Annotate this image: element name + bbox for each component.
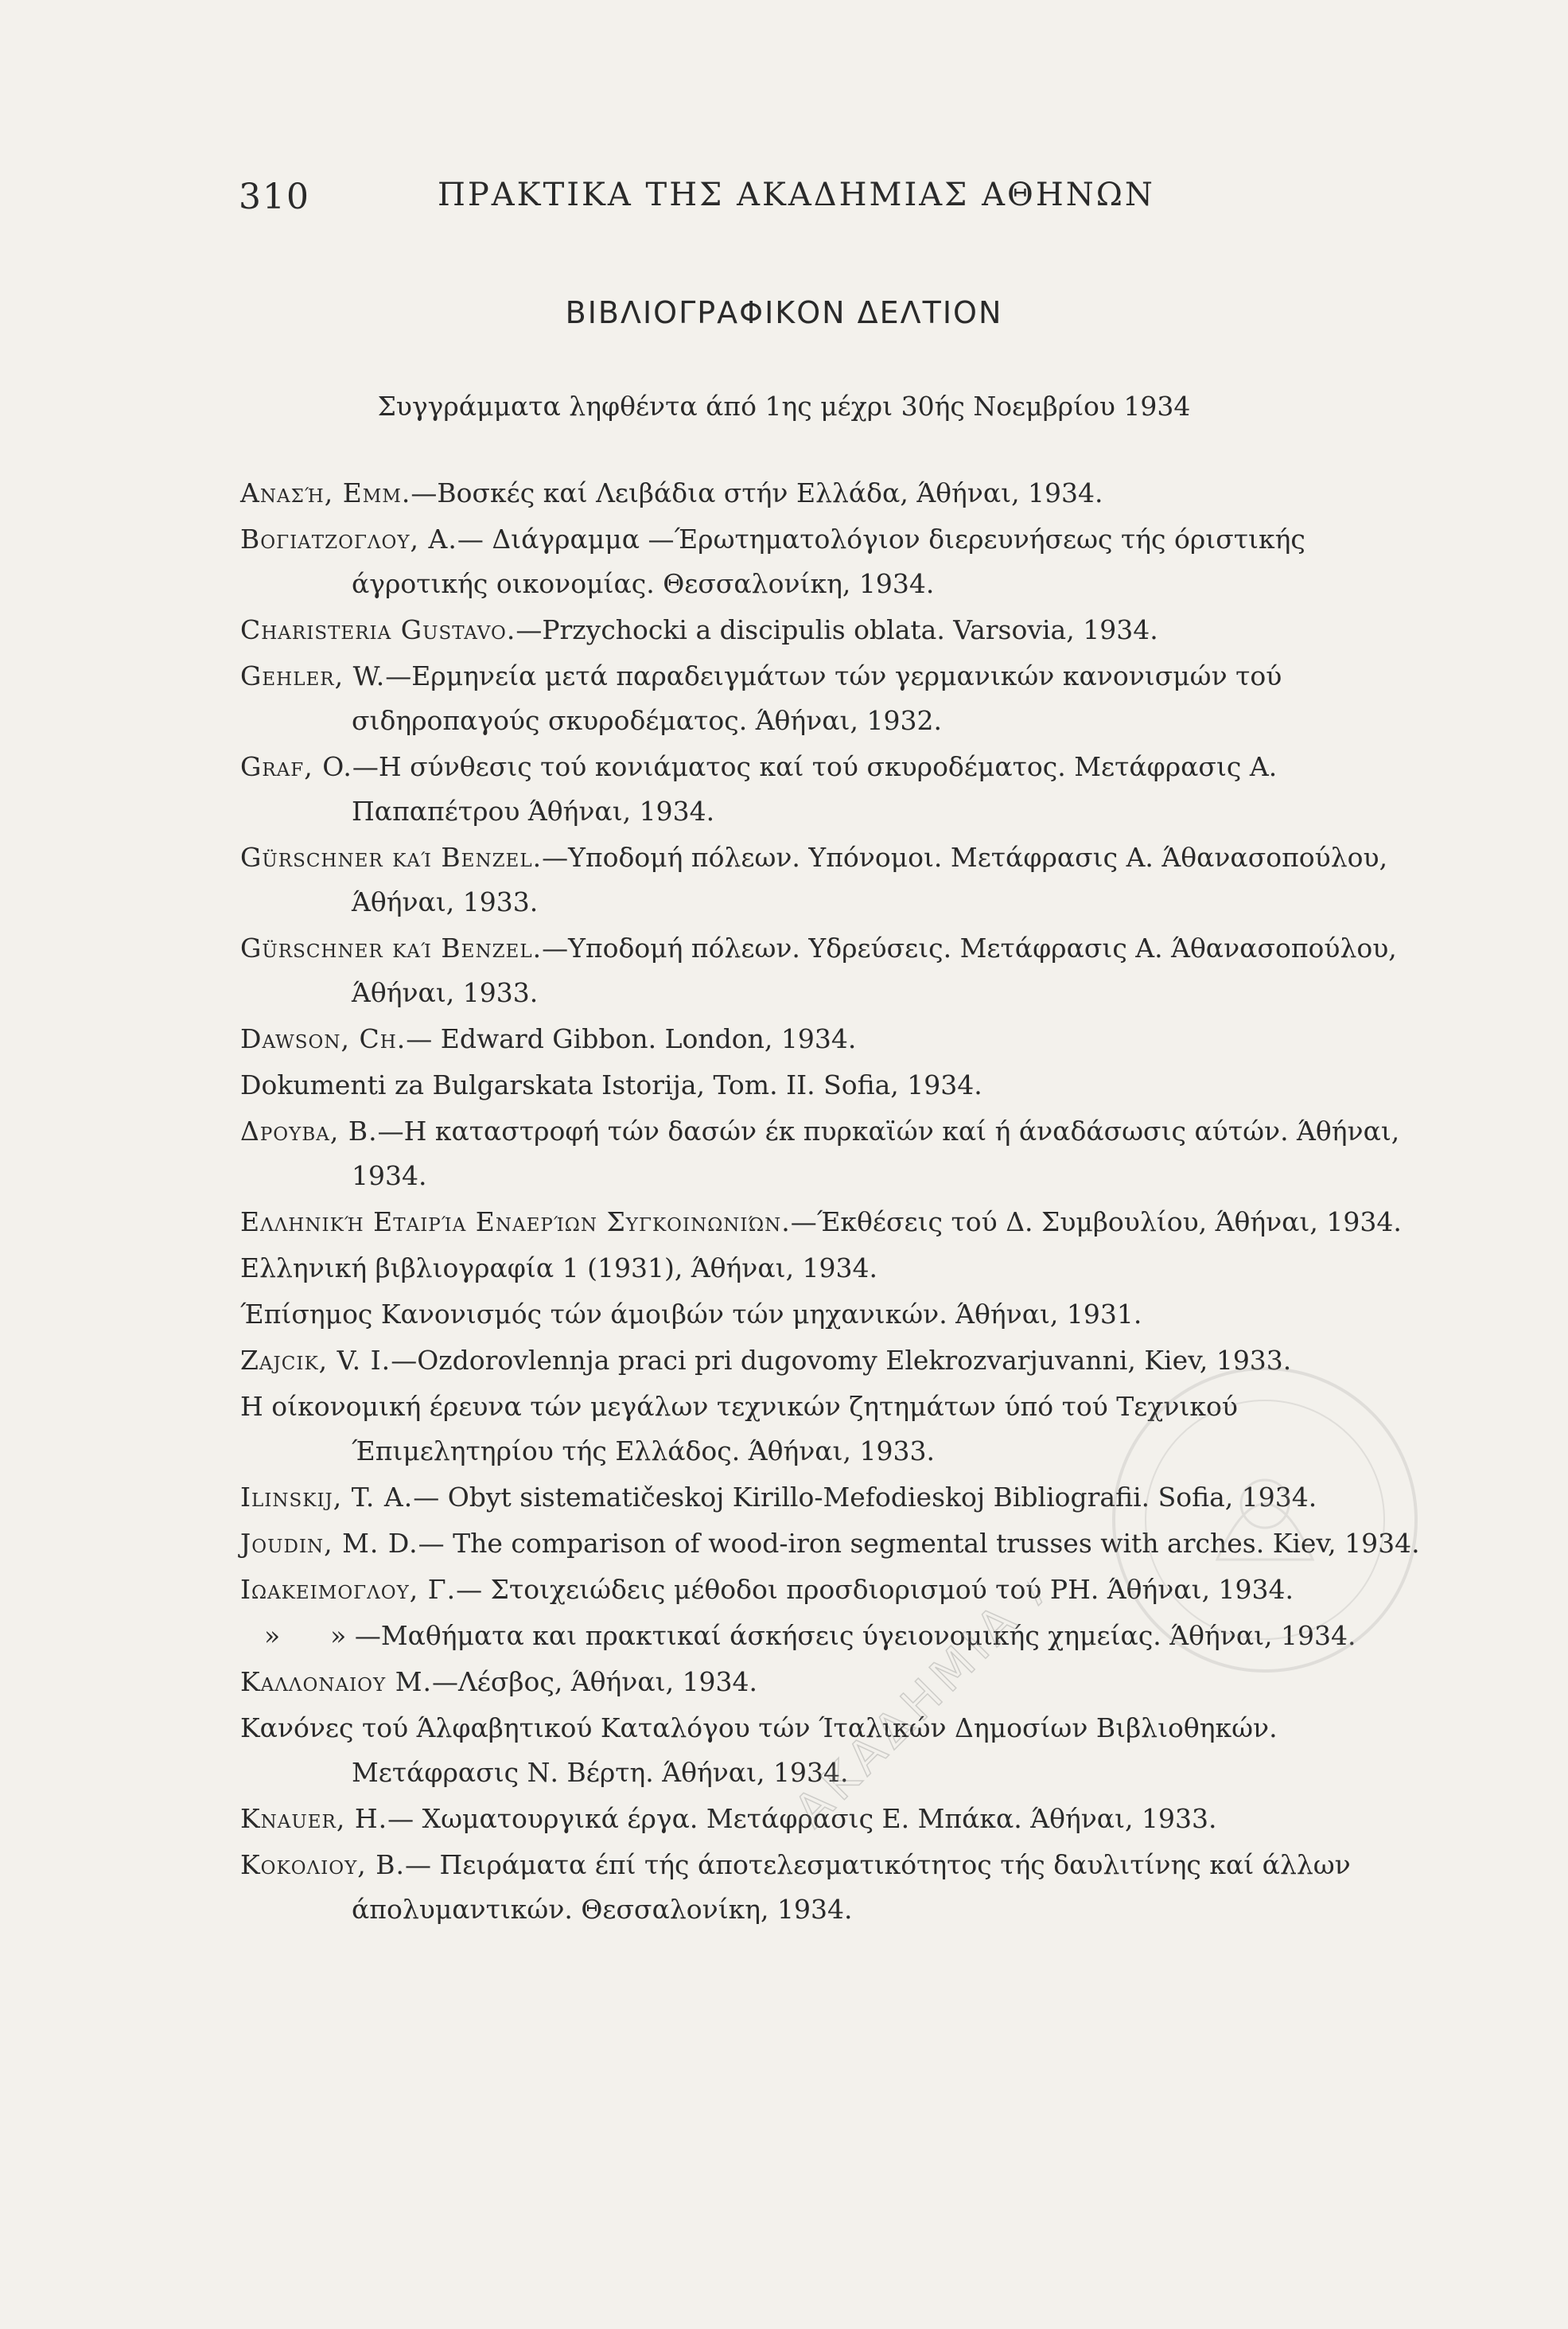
bibliography-entry xyxy=(240,1063,1434,1108)
academy-seal-watermark xyxy=(1098,1353,1432,1687)
bibliography-entry xyxy=(240,1843,1434,1932)
bibliography-entry xyxy=(240,1109,1434,1198)
entry-text: —Przychocki a discipulis oblata. Varsovia, 1934. xyxy=(516,614,1158,645)
entry-text: —Η καταστροφή τών δασών έκ πυρκαϊών καί ή άναδάσωσις αύτών. Άθήναι, 1934. xyxy=(352,1116,1400,1191)
ditto-mark: » xyxy=(264,1620,281,1651)
bibliography-entry xyxy=(240,745,1434,834)
entry-author: Zajcik, V. I. xyxy=(240,1345,391,1376)
bibliography-entry xyxy=(240,926,1434,1015)
bibliography-entry xyxy=(240,1246,1434,1291)
bibliography-entry xyxy=(240,835,1434,925)
entry-text: —Ερμηνεία μετά παραδειγμάτων τών γερμανικών κανονισμών τού σιδηροπαγούς σκυροδέματος. Άθήναι, 1932. xyxy=(352,660,1282,736)
entry-author: Gürschner καί Benzel. xyxy=(240,933,543,964)
section-title: ΒΙΒΛΙΟΓΡΑΦΙΚΟΝ ΔΕΛΤΙΟΝ xyxy=(565,295,1003,330)
page-number: 310 xyxy=(239,177,310,217)
entry-author: Gürschner καί Benzel. xyxy=(240,842,543,873)
entry-text: — Πειράματα έπί τής άποτελεσματικότητος τής δαυλιτίνης καί άλλων άπολυμαντικών. Θεσσαλονίκη, 1934. xyxy=(352,1849,1351,1925)
entry-author: Ιωακειμογλου, Γ. xyxy=(240,1574,457,1605)
bibliography-entry xyxy=(240,1200,1434,1244)
entry-text: Dokumenti za Bulgarskata Istorija, Tom. II. Sofia, 1934. xyxy=(240,1069,982,1100)
bibliography-entry xyxy=(240,608,1434,652)
entry-author: Δρουβα, Β. xyxy=(240,1116,378,1147)
entry-text: —Λέσβος, Άθήναι, 1934. xyxy=(431,1666,758,1697)
entry-text: — The comparison of wood-iron segmental trusses with arches. Kiev, 1934. xyxy=(418,1528,1420,1559)
entry-text: Η οίκονομική έρευνα τών μεγάλων τεχνικών ζητημάτων ύπό τού Τεχνικού Έπιμελητηρίου τής Ελλάδος. Άθήναι, 1933. xyxy=(240,1391,1238,1466)
watermark-text: ΑΚΑΔΗΜΙΑ xyxy=(784,1590,1032,1838)
entry-text: —Ozdorovlennja praci pri dugovomy Elekrozvarjuvanni, Kiev, 1933. xyxy=(391,1345,1292,1376)
entry-text: —Υποδομή πόλεων. Υπόνομοι. Μετάφρασις Α. Άθανασοπούλου, Άθήναι, 1933. xyxy=(352,842,1388,917)
entry-text: — Χωματουργικά έργα. Μετάφρασις Ε. Μπάκα. Άθήναι, 1933. xyxy=(387,1803,1217,1834)
entry-text: Ελληνική βιβλιογραφία 1 (1931), Άθήναι, 1934. xyxy=(240,1252,878,1283)
entry-text: —Υποδομή πόλεων. Υδρεύσεις. Μετάφρασις Α. Άθανασοπούλου, Άθήναι, 1933. xyxy=(352,933,1397,1008)
bibliography-entry xyxy=(240,1017,1434,1061)
entry-author: Knauer, H. xyxy=(240,1803,388,1834)
entry-author: Ilinskij, T. A. xyxy=(240,1482,414,1513)
section-subtitle: Συγγράμματα ληφθέντα άπό 1ης μέχρι 30ής Νοεμβρίου 1934 xyxy=(377,391,1191,422)
entry-text: » —Μαθήματα και πρακτικαί άσκήσεις ύγειονομικής χημείας. Άθήναι, 1934. xyxy=(330,1620,1356,1651)
entry-author: Καλλοναιου Μ. xyxy=(240,1666,432,1697)
entry-author: Charisteria Gustavo. xyxy=(240,614,516,645)
entry-author: Graf, O. xyxy=(240,751,352,782)
running-head: ΠΡΑΚΤΙΚΑ ΤΗΣ ΑΚΑΔΗΜΙΑΣ ΑΘΗΝΩΝ xyxy=(438,177,1155,213)
entry-text: — Διάγραμμα —Έρωτηματολόγιον διερευνήσεως τής όριστικής άγροτικής οικονομίας. Θεσσαλονίκη, 1934. xyxy=(352,524,1305,599)
entry-text: — Obyt sistematičeskoj Kirillo-Mefodieskoj Bibliografii. Sofia, 1934. xyxy=(413,1482,1317,1513)
entry-author: Ελληνική Εταιρία Εναερίων Συγκοινωνιών. xyxy=(240,1206,791,1237)
bibliography-entry xyxy=(240,517,1434,606)
entry-text: — Στοιχειώδεις μέθοδοι προσδιορισμού τού PH. Άθήναι, 1934. xyxy=(456,1574,1294,1605)
entry-text: — Edward Gibbon. London, 1934. xyxy=(406,1023,857,1054)
entry-text: Κανόνες τού Άλφαβητικού Καταλόγου τών Ίταλικών Δημοσίων Βιβλιοθηκών. Μετάφρασις Ν. Βέρτη. Άθήναι, 1934. xyxy=(240,1712,1278,1788)
entry-text: —Έκθέσεις τού Δ. Συμβουλίου, Άθήναι, 1934. xyxy=(790,1206,1402,1237)
seal-icon xyxy=(1098,1353,1432,1687)
bibliography-entry xyxy=(240,654,1434,743)
bibliography-entry xyxy=(240,471,1434,516)
entry-author: Dawson, Ch. xyxy=(240,1023,407,1054)
entry-text: —Βοσκές καί Λειβάδια στήν Ελλάδα, Άθήναι, 1934. xyxy=(410,477,1103,508)
entry-author: Κοκολιου, Β. xyxy=(240,1849,406,1880)
bibliography-list xyxy=(240,471,1434,1934)
entry-author: Βογιατζογλου, Α. xyxy=(240,524,457,555)
entry-text: —Η σύνθεσις τού κονιάματος καί τού σκυροδέματος. Μετάφρασις Α. Παπαπέτρου Άθήναι, 1934. xyxy=(352,751,1278,827)
entry-author: Ανασή, Εμμ. xyxy=(240,477,411,508)
bibliography-entry xyxy=(240,1292,1434,1337)
entry-text: Έπίσημος Κανονισμός τών άμοιβών τών μηχανικών. Άθήναι, 1931. xyxy=(240,1299,1142,1330)
entry-author: Joudin, M. D. xyxy=(240,1528,418,1559)
entry-author: Gehler, W. xyxy=(240,660,386,691)
